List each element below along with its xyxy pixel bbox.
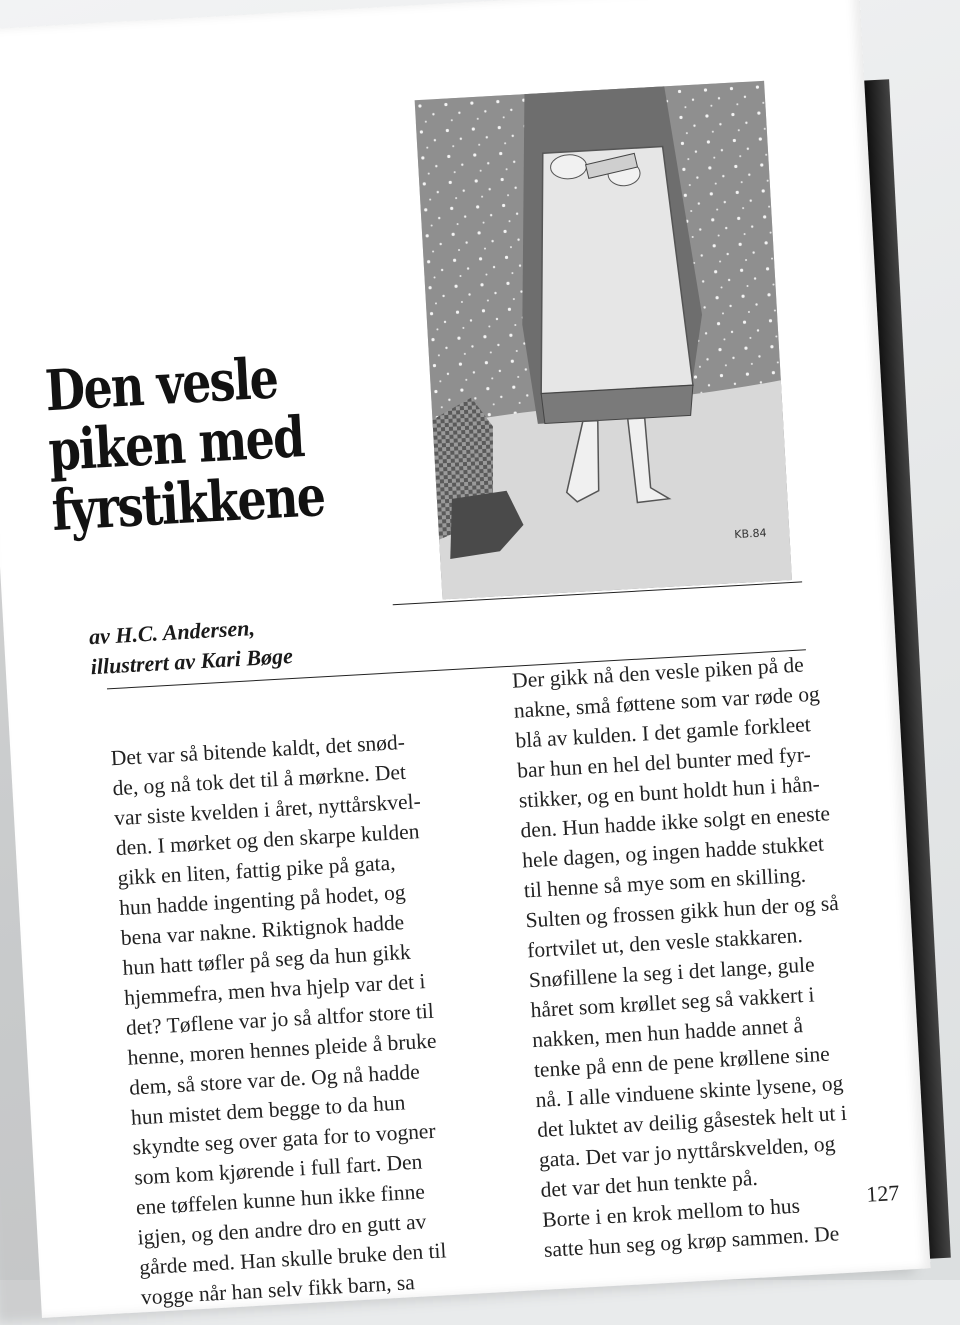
text-line: blå av kulden. I det gamle forkleet <box>514 712 812 753</box>
text-line: Der gikk nå den vesle piken på de <box>511 652 805 693</box>
text-line: håret som krøllet seg så vakkert i <box>529 982 816 1023</box>
text-line: det luktet av deilig gåsestek helt ut i <box>536 1100 848 1143</box>
page-number: 127 <box>865 1179 901 1207</box>
text-line: nakne, små føttene som var røde og <box>513 681 821 723</box>
text-line: Sulten og frossen gikk hun der og så <box>524 890 840 933</box>
text-line: Borte i en krok mellom to hus <box>541 1193 801 1232</box>
text-line: de, og nå tok det til å mørkne. Det <box>111 759 407 801</box>
illustration-drawing <box>415 81 792 600</box>
text-line: var siste kvelden i året, nyttårskvel- <box>113 789 422 831</box>
text-line: hjemmefra, men hva hjelp var det i <box>123 969 426 1010</box>
byline-illustrator: illustrert av Kari Bøge <box>90 642 294 680</box>
text-line: gikk en liten, fattig pike på gata, <box>116 850 397 891</box>
text-line: hun hadde ingenting på hodet, og <box>118 880 407 921</box>
text-column-right <box>511 645 924 1265</box>
text-line: bar hun en hel del bunter med fyr- <box>516 742 812 783</box>
text-line: vogge når han selv fikk barn, sa <box>140 1270 416 1310</box>
text-line: hun hatt tøfler på seg da hun gikk <box>121 939 412 980</box>
text-line: hun mistet dem begge to da hun <box>130 1090 406 1130</box>
text-line: bena var nakne. Riktignok hadde <box>120 910 405 950</box>
text-line: den. Hun hadde ikke solgt en eneste <box>519 801 831 843</box>
illustration-girl-in-snow <box>415 81 792 600</box>
text-line: dem, så store var de. Og nå hadde <box>128 1059 421 1100</box>
title-line: fyrstikkene <box>50 463 326 545</box>
text-line: Det var så bitende kaldt, det snød- <box>110 729 406 771</box>
byline-author: av H.C. Andersen, <box>88 615 256 650</box>
text-line: hele dagen, og ingen hadde stukket <box>521 831 825 873</box>
text-line: nakken, men hun hadde annet å <box>531 1013 804 1053</box>
text-column-left <box>110 722 521 1312</box>
title-line: Den vesle <box>43 345 279 425</box>
text-line: til henne så mye som en skilling. <box>523 862 807 903</box>
illustration-signature: KB.84 <box>733 526 767 542</box>
byline <box>88 611 293 682</box>
text-line: skyndte seg over gata for to vogner <box>131 1118 437 1160</box>
text-line: Snøfillene la seg i det lange, gule <box>528 952 816 993</box>
text-line: henne, moren hennes pleide å bruke <box>126 1028 438 1070</box>
text-line: det? Tøflene var jo så altfor store til <box>125 998 435 1040</box>
text-line: satte hun seg og krøp sammen. De <box>543 1221 840 1262</box>
text-line: gårde med. Han skulle bruke den til <box>138 1238 448 1280</box>
text-line: stikker, og en bunt holdt hun i hån- <box>518 771 821 813</box>
title-line: piken med <box>46 404 306 485</box>
article-title <box>43 344 373 545</box>
text-line: gata. Det var jo nyttårskvelden, og <box>538 1131 836 1172</box>
text-line: fortvilet ut, den vesle stakkaren. <box>526 922 804 963</box>
text-line: ene tøffelen kunne hun ikke finne <box>135 1179 426 1220</box>
text-line: den. I mørket og den skarpe kulden <box>115 819 420 861</box>
text-line: tenke på enn de pene krøllene sine <box>533 1041 831 1083</box>
text-line: det var det hun tenkte på. <box>539 1165 759 1202</box>
text-line: igjen, og den andre dro en gutt av <box>136 1209 427 1250</box>
text-line: nå. I alle vinduene skinte lysene, og <box>534 1070 844 1113</box>
text-line: som kom kjørende i full fart. Den <box>133 1149 423 1190</box>
